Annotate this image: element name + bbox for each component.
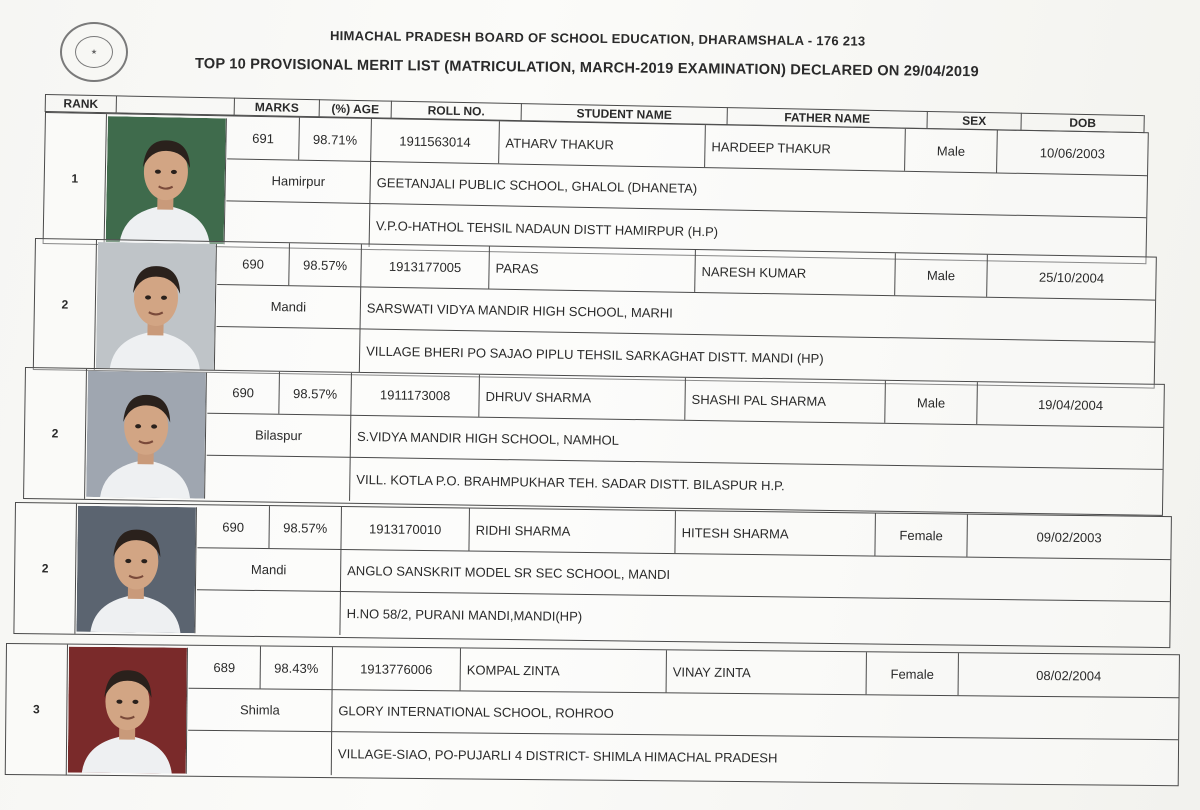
school-name: S.VIDYA MANDIR HIGH SCHOOL, NAMHOL (356, 428, 620, 448)
col-student: STUDENT NAME (522, 103, 728, 125)
percentage-value: 98.57% (279, 372, 352, 415)
father-name: HITESH SHARMA (675, 511, 875, 555)
district-value: Shimla (188, 688, 332, 731)
student-name: KOMPAL ZINTA (461, 648, 667, 692)
sex-value: Female (875, 514, 968, 557)
rank-value: 2 (34, 239, 97, 370)
portrait-icon (86, 371, 206, 499)
address-value: V.P.O-HATHOL TEHSIL NADAUN DISTT HAMIRPUR (H.P) (375, 217, 719, 239)
list-title: TOP 10 PROVISIONAL MERIT LIST (MATRICULATION, MARCH-2019 EXAMINATION) DECLARED ON 29/04/2019 (194, 56, 979, 81)
roll-number: 1911173008 (351, 373, 480, 417)
portrait-icon (106, 116, 226, 244)
rank-value: 1 (44, 113, 107, 244)
sex-value: Male (895, 253, 988, 297)
address-spacer (206, 455, 351, 501)
marks-value: 690 (197, 505, 270, 548)
dob-value: 09/02/2003 (1036, 528, 1102, 545)
roll-number: 1913776006 (333, 647, 461, 690)
col-father: FATHER NAME (728, 107, 928, 129)
col-rank: RANK (45, 94, 117, 113)
rank-value: 2 (24, 368, 87, 499)
portrait-icon (68, 647, 187, 774)
board-seal-logo (60, 22, 128, 82)
record-address-row (188, 730, 1178, 784)
father-name: HARDEEP THAKUR (705, 125, 906, 171)
student-photo (96, 242, 217, 370)
marks-value: 689 (189, 646, 261, 689)
percentage-value: 98.57% (289, 243, 362, 286)
sex-value: Male (905, 129, 998, 173)
portrait-icon (96, 242, 216, 370)
roll-number: 1913177005 (361, 244, 490, 288)
portrait-icon (76, 506, 196, 633)
school-name: GEETANJALI PUBLIC SCHOOL, GHALOL (DHANETA) (376, 174, 698, 196)
father-name: NARESH KUMAR (695, 250, 896, 295)
roll-number: 1911563014 (371, 119, 500, 163)
district-value: Mandi (197, 547, 342, 591)
percentage-value: 98.57% (269, 506, 342, 549)
address-spacer (188, 730, 332, 775)
address-value: VILLAGE BHERI PO SAJAO PIPLU TEHSIL SARKAGHAT DISTT. MANDI (HP) (366, 343, 824, 366)
roll-number: 1913170010 (341, 507, 470, 551)
father-name: SHASHI PAL SHARMA (685, 378, 886, 423)
student-record (33, 238, 1157, 389)
school-name: ANGLO SANSKRIT MODEL SR SEC SCHOOL, MANDI (347, 562, 671, 582)
col-roll: ROLL NO. (392, 101, 522, 121)
dob-value: 08/02/2004 (1036, 667, 1102, 684)
dob-value: 10/06/2003 (1039, 144, 1106, 161)
student-record (13, 502, 1172, 648)
student-photo (76, 506, 197, 633)
percentage-value: 98.43% (261, 646, 333, 689)
percentage-value: 98.71% (299, 118, 372, 161)
student-name: DHRUV SHARMA (479, 375, 686, 420)
col-dob: DOB (1021, 113, 1144, 133)
school-name: GLORY INTERNATIONAL SCHOOL, ROHROO (338, 702, 614, 721)
address-spacer (226, 200, 371, 247)
marks-value: 691 (227, 116, 300, 159)
student-record (23, 367, 1165, 516)
district-value: Bilaspur (207, 413, 352, 457)
col-pct: (%) AGE (320, 99, 392, 118)
seal-emblem-icon: ★ (75, 36, 113, 68)
marks-value: 690 (207, 371, 280, 414)
col-marks: MARKS (235, 98, 320, 118)
address-value: VILL. KOTLA P.O. BRAHMPUKHAR TEH. SADAR DISTT. BILASPUR H.P. (356, 471, 785, 493)
address-spacer (196, 589, 341, 635)
student-photo (68, 647, 188, 774)
sex-value: Female (867, 652, 959, 695)
col-photo (117, 95, 235, 115)
address-value: VILLAGE-SIAO, PO-PUJARLI 4 DISTRICT- SHIMLA HIMACHAL PRADESH (337, 745, 778, 765)
address-spacer (216, 326, 361, 372)
col-sex: SEX (927, 111, 1021, 131)
dob-value: 25/10/2004 (1038, 269, 1105, 286)
student-name: RIDHI SHARMA (469, 509, 675, 554)
student-photo (106, 116, 227, 244)
father-name: VINAY ZINTA (667, 650, 867, 694)
student-photo (86, 371, 207, 499)
address-value: H.NO 58/2, PURANI MANDI,MANDI(HP) (346, 605, 583, 624)
board-title: HIMACHAL PRADESH BOARD OF SCHOOL EDUCATION, DHARAMSHALA - 176 213 (329, 28, 866, 49)
district-value: Hamirpur (226, 158, 371, 203)
dob-value: 19/04/2004 (1037, 396, 1104, 413)
district-value: Mandi (217, 284, 362, 328)
rank-value: 2 (14, 503, 77, 634)
marks-value: 690 (217, 242, 290, 285)
rank-value: 3 (6, 644, 68, 775)
school-name: SARSWATI VIDYA MANDIR HIGH SCHOOL, MARHI (366, 300, 673, 321)
sex-value: Male (885, 381, 978, 424)
student-name: PARAS (489, 247, 696, 292)
student-record (5, 643, 1180, 786)
student-name: ATHARV THAKUR (499, 121, 706, 167)
